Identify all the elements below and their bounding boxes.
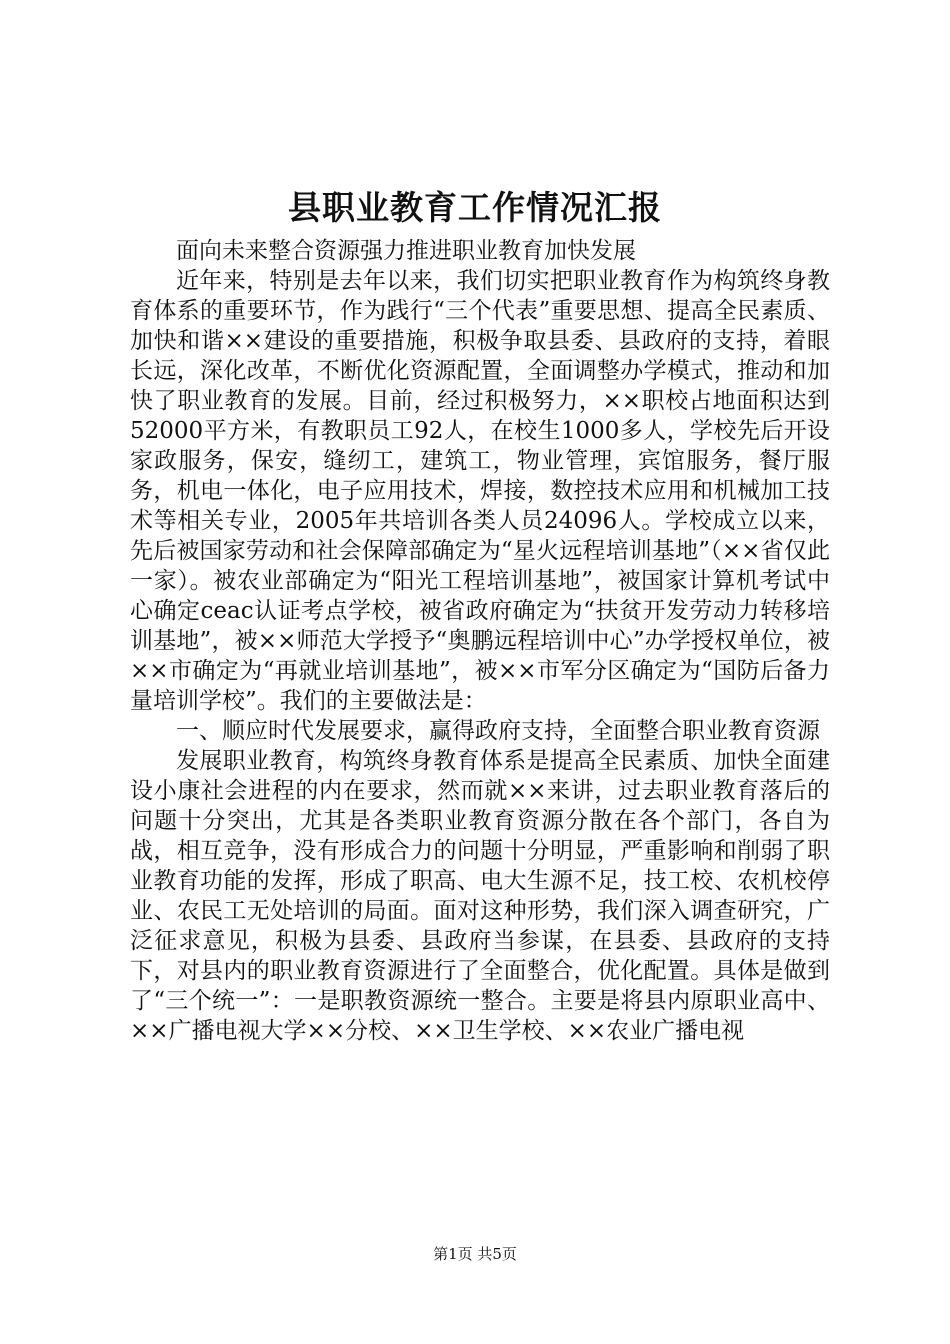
section-heading: 一、顺应时代发展要求，赢得政府支持，全面整合职业教育资源	[176, 718, 820, 744]
subtitle-paragraph: 面向未来整合资源强力推进职业教育加快发展	[176, 238, 636, 264]
page-number-footer: 第1页 共5页	[433, 1245, 517, 1263]
body-paragraph: 发展职业教育，构筑终身教育体系是提高全民素质、加快全面建设小康社会进程的内在要求，然而就××来讲，过去职业教育落后的问题十分突出，尤其是各类职业教育资源分散在各个部门，各自为战，相互竞争，没有形成合力的问题十分明显，严重影响和削弱了职业教育功能的发挥，形成了职高、电大生源不足，技工校、农机校停业、农民工无处培训的局面。面对这种形势，我们深入调查研究，广泛征求意见，积极为县委、县政府当参谋，在县委、县政府的支持下，对县内的职业教育资源进行了全面整合，优化配置。具体是做到了“三个统一”：一是职教资源统一整合。主要是将县内原职业高中、××广播电视大学××分校、××卫生学校、××农业广播电视	[130, 748, 830, 1044]
document-body	[130, 236, 830, 1046]
document-title: 县职业教育工作情况汇报	[288, 188, 662, 227]
body-paragraph: 近年来，特别是去年以来，我们切实把职业教育作为构筑终身教育体系的重要环节，作为践行“三个代表”重要思想、提高全民素质、加快和谐××建设的重要措施，积极争取县委、县政府的支持，着眼长远，深化改革，不断优化资源配置，全面调整办学模式，推动和加快了职业教育的发展。目前，经过积极努力，××职校占地面积达到52000平方米，有教职员工92人，在校生1000多人，学校先后开设家政服务，保安，缝纫工，建筑工，物业管理，宾馆服务，餐厅服务，机电一体化，电子应用技术，焊接，数控技术应用和机械加工技术等相关专业，2005年共培训各类人员24096人。学校成立以来，先后被国家劳动和社会保障部确定为“星火远程培训基地”（××省仅此一家）。被农业部确定为“阳光工程培训基地”，被国家计算机考试中心确定ceac认证考点学校，被省政府确定为“扶贫开发劳动力转移培训基地”，被××师范大学授予“奥鹏远程培训中心”办学授权单位，被××市确定为“再就业培训基地”，被××市军分区确定为“国防后备力量培训学校”。我们的主要做法是：	[130, 268, 830, 714]
